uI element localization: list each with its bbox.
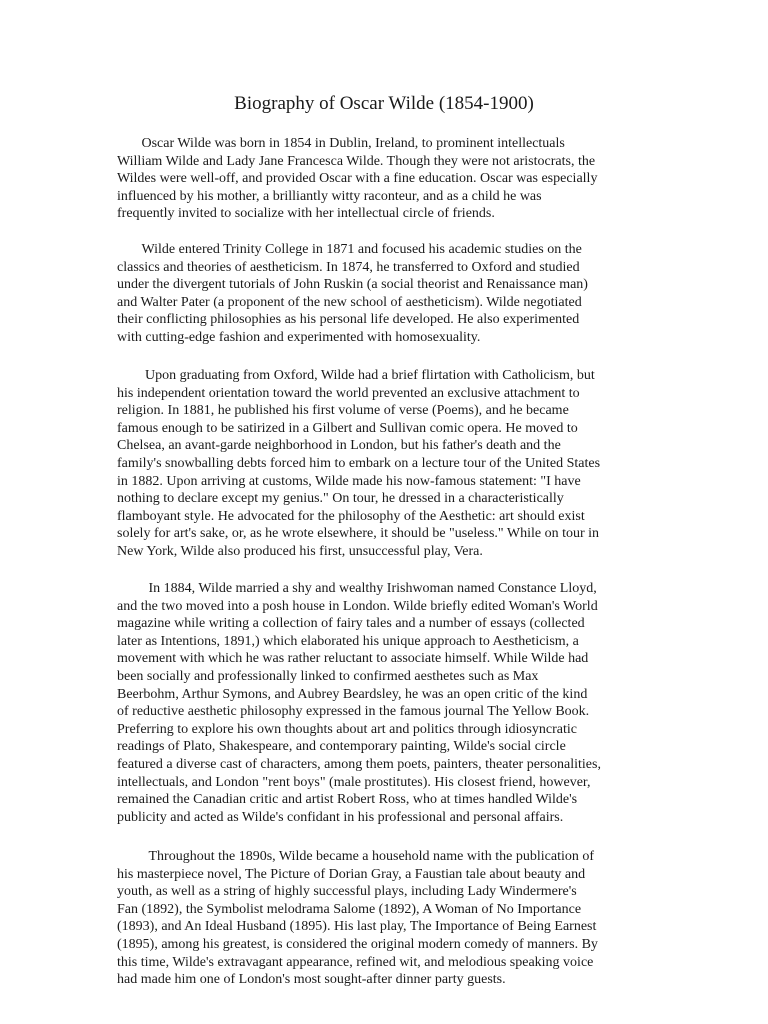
text-line: their conflicting philosophies as his personal life developed. He also experimented [117, 312, 580, 328]
text-line: family's snowballing debts forced him to embark on a lecture tour of the United States [117, 455, 601, 471]
text-line: Preferring to explore his own thoughts about art and politics through idiosyncratic [117, 721, 577, 737]
text-line: nothing to declare except my genius." On tour, he dressed in a characteristically [117, 491, 564, 507]
text-line: religion. In 1881, he published his first volume of verse (Poems), and he became [117, 403, 569, 419]
text-line: Oscar Wilde was born in 1854 in Dublin, Ireland, to prominent intellectuals [117, 136, 565, 151]
text-line: his masterpiece novel, The Picture of Dorian Gray, a Faustian tale about beauty and [117, 866, 586, 882]
text-line: and the two moved into a posh house in London. Wilde briefly edited Woman's World [117, 598, 598, 614]
text-line: New York, Wilde also produced his first, unsuccessful play, Vera. [117, 543, 483, 559]
text-line: famous enough to be satirized in a Gilbert and Sullivan comic opera. He moved to [117, 420, 578, 436]
text-line: Throughout the 1890s, Wilde became a household name with the publication of [117, 849, 595, 864]
paragraph-5 [117, 848, 657, 989]
text-line: flamboyant style. He advocated for the philosophy of the Aesthetic: art should exist [117, 508, 585, 524]
text-line: influenced by his mother, a brilliantly witty raconteur, and as a child he was [117, 188, 542, 204]
text-line: In 1884, Wilde married a shy and wealthy Irishwoman named Constance Lloyd, [117, 581, 597, 596]
text-line: solely for art's sake, or, as he wrote elsewhere, it should be "useless." While on tour in [117, 526, 600, 542]
text-line: had made him one of London's most sought-after dinner party guests. [117, 972, 506, 988]
text-line: Wildes were well-off, and provided Oscar with a fine education. Oscar was especially [117, 171, 598, 187]
document-title: Biography of Oscar Wilde (1854-1900) [234, 93, 534, 114]
text-line: movement with which he was rather reluctant to associate himself. While Wilde had [117, 651, 589, 667]
text-line: under the divergent tutorials of John Ruskin (a social theorist and Renaissance man) [117, 277, 588, 293]
paragraph-1 [117, 135, 657, 223]
text-line: and Walter Pater (a proponent of the new school of aestheticism). Wilde negotiated [117, 294, 582, 310]
text-line: publicity and acted as Wilde's confidant in his professional and personal affairs. [117, 809, 564, 825]
text-line: William Wilde and Lady Jane Francesca Wilde. Though they were not aristocrats, the [117, 153, 596, 169]
text-line: readings of Plato, Shakespeare, and contemporary painting, Wilde's social circle [117, 739, 566, 755]
text-line: intellectuals, and London "rent boys" (male prostitutes). His closest friend, however, [117, 774, 591, 790]
text-line: classics and theories of aestheticism. In 1874, he transferred to Oxford and studied [117, 259, 580, 275]
text-line: featured a diverse cast of characters, among them poets, painters, theater personalities, [117, 756, 601, 772]
paragraph-3 [117, 367, 657, 561]
text-line: Chelsea, an avant-garde neighborhood in London, but his father's death and the [117, 438, 561, 454]
text-line: (1895), among his greatest, is considered the original modern comedy of manners. By [117, 936, 598, 952]
text-line: later as Intentions, 1891,) which elaborated his unique approach to Aestheticism, a [117, 633, 579, 649]
text-line: remained the Canadian critic and artist Robert Ross, who at times handled Wilde's [117, 792, 578, 808]
text-line: with cutting-edge fashion and experimented with homosexuality. [117, 329, 481, 345]
text-line: magazine while writing a collection of fairy tales and a number of essays (collected [117, 616, 585, 632]
text-line: Upon graduating from Oxford, Wilde had a brief flirtation with Catholicism, but [117, 368, 595, 383]
text-line: Beerbohm, Arthur Symons, and Aubrey Beardsley, he was an open critic of the kind [117, 686, 588, 702]
text-line: been socially and professionally linked to confirmed aesthetes such as Max [117, 668, 539, 684]
paragraph-4 [117, 580, 657, 826]
text-line: frequently invited to socialize with her intellectual circle of friends. [117, 206, 495, 222]
text-line: of reductive aesthetic philosophy expressed in the famous journal The Yellow Book. [117, 704, 590, 720]
text-line: this time, Wilde's extravagant appearance, refined wit, and melodious speaking voice [117, 954, 594, 970]
text-line: youth, as well as a string of highly successful plays, including Lady Windermere's [117, 884, 577, 900]
text-line: Wilde entered Trinity College in 1871 and focused his academic studies on the [117, 242, 582, 257]
paragraph-2 [117, 241, 657, 347]
text-line: in 1882. Upon arriving at customs, Wilde made his now-famous statement: "I have [117, 473, 581, 489]
text-line: (1893), and An Ideal Husband (1895). His last play, The Importance of Being Earnest [117, 919, 597, 935]
text-line: his independent orientation toward the world prevented an exclusive attachment to [117, 385, 580, 401]
text-line: Fan (1892), the Symbolist melodrama Salome (1892), A Woman of No Importance [117, 901, 582, 917]
